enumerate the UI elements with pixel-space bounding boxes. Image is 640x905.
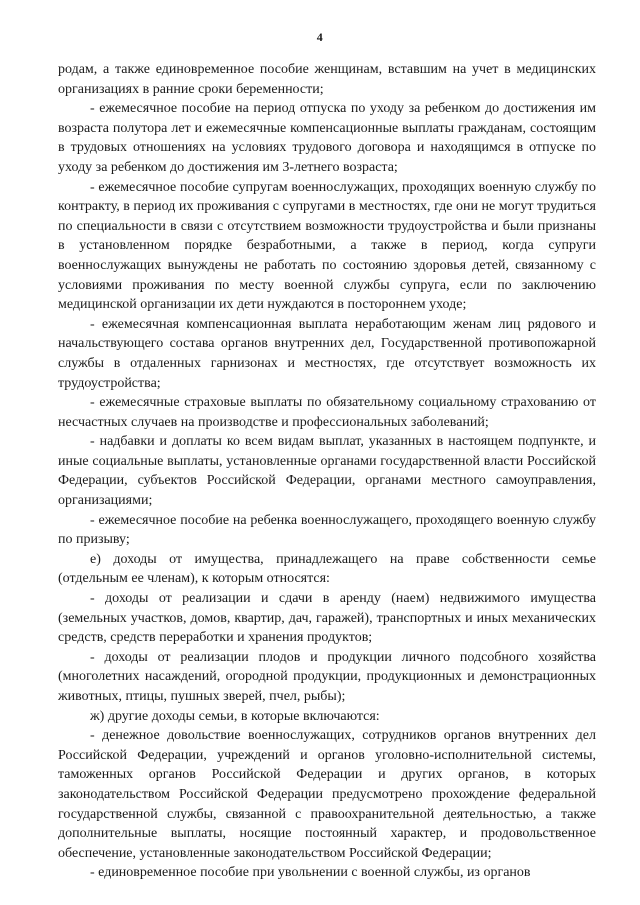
page-number: 4 (316, 30, 324, 44)
paragraph: - надбавки и доплаты ко всем видам выплат, указанных в настоящем подпункте, и иные социальные выплаты, установленные органами государственной власти Российской Федерации, субъектов Российской Федерации, органами местного самоуправления, организациями; (58, 434, 596, 509)
paragraph: - ежемесячное пособие супругам военнослужащих, проходящих военную службу по контракту, в период их проживания с супругами в местностях, где они не могут трудиться по специальности в связи с отсутствием возможности трудоустройства и были признаны в установленном порядке безработными, а также в период, когда супруги военнослужащих вынуждены не работать по состоянию здоровья детей, связанному с условиями проживания по месту военной службы супруга, если по заключению медицинской организации их дети нуждаются в постороннем уходе; (58, 179, 596, 313)
paragraph: - доходы от реализации и сдачи в аренду (наем) недвижимого имущества (земельных участков, домов, квартир, дач, гаражей), транспортных и иных механических средств, средств переработки и хранения продуктов; (58, 591, 596, 646)
paragraph: - ежемесячные страховые выплаты по обязательному социальному страхованию от несчастных случаев на производстве и профессиональных заболеваний; (58, 395, 596, 430)
document-body (58, 60, 596, 883)
paragraph: - доходы от реализации плодов и продукции личного подсобного хозяйства (многолетних насаждений, огородной продукции, продукционных и демонстрационных животных, птицы, пушных зверей, пчел, рыбы); (58, 649, 596, 704)
paragraph: ж) другие доходы семьи, в которые включаются: (90, 708, 380, 724)
paragraph: - единовременное пособие при увольнении с военной службы, из органов (90, 865, 531, 881)
paragraph: е) доходы от имущества, принадлежащего на праве собственности семье (отдельным ее членам), к которым относятся: (58, 551, 596, 587)
paragraph: - ежемесячное пособие на ребенка военнослужащего, проходящего военную службу по призыву; (58, 512, 596, 548)
paragraph: родам, а также единовременное пособие женщинам, вставшим на учет в медицинских организациях в ранние сроки беременности; (58, 62, 596, 97)
paragraph: - денежное довольствие военнослужащих, сотрудников органов внутренних дел Российской Федерации, учреждений и органов уголовно-исполнительной системы, таможенных органов Российской Федерации и других органов, в которых законодательством Российской Федерации предусмотрено прохождение федеральной государственной службы, связанной с правоохранительной деятельностью, а также дополнительные выплаты, носящие постоянный характер, и продовольственное обеспечение, установленные законодательством Российской Федерации; (58, 728, 596, 861)
paragraph: - ежемесячная компенсационная выплата неработающим женам лиц рядового и начальствующего состава органов внутренних дел, Государственной противопожарной службы в отдаленных гарнизонах и местностях, где отсутствует возможность их трудоустройства; (58, 316, 596, 391)
paragraph: - ежемесячное пособие на период отпуска по уходу за ребенком до достижения им возраста полутора лет и ежемесячные компенсационные выплаты гражданам, состоящим в трудовых отношениях на условиях трудового договора и находящимся в отпуске по уходу за ребенком до достижения им 3-летнего возраста; (58, 101, 596, 175)
